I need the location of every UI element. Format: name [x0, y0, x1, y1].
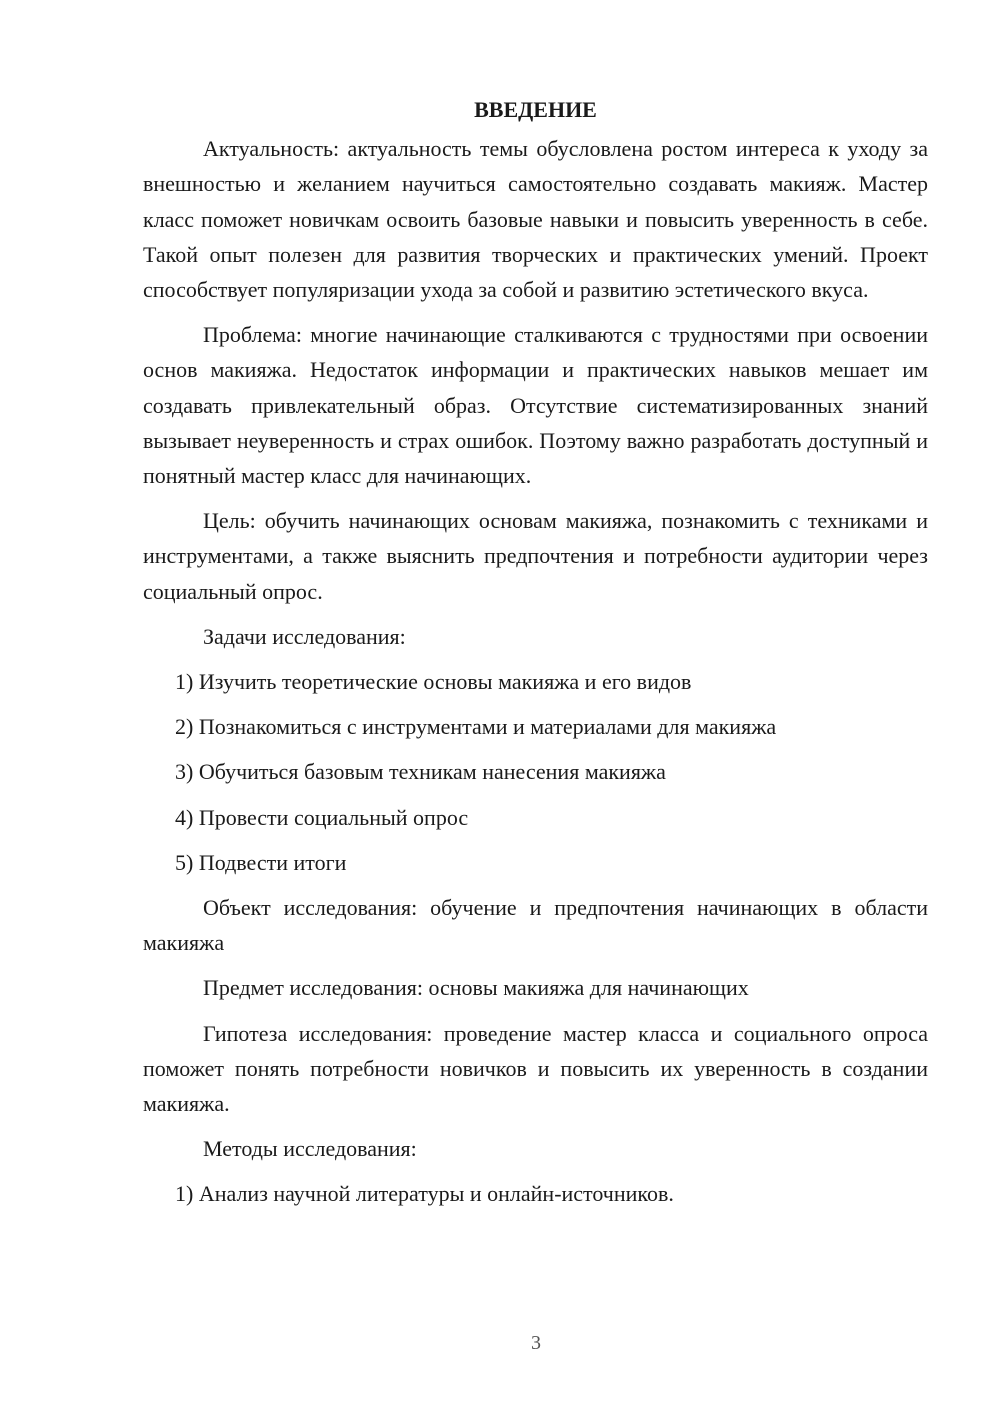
list-item: 3) Обучиться базовым техникам нанесения макияжа	[175, 759, 666, 785]
goal-paragraph: Цель: обучить начинающих основам макияжа, познакомить с техниками и инструментами, а также выяснить предпочтения и потребности аудитории через социальный опрос.	[143, 508, 928, 604]
tasks-list	[143, 664, 928, 880]
methods-list	[143, 1176, 928, 1211]
list-item: 1) Изучить теоретические основы макияжа и его видов	[175, 669, 692, 695]
object-paragraph: Объект исследования: обучение и предпочтения начинающих в области макияжа	[143, 895, 928, 956]
document-page	[143, 92, 928, 1222]
relevance-paragraph: Актуальность: актуальность темы обусловлена ростом интереса к уходу за внешностью и желанием научиться самостоятельно создавать макияж. Мастер класс поможет новичкам освоить базовые навыки и повысить уверенность в себе. Такой опыт полезен для развития творческих и практических умений. Проект способствует популяризации ухода за собой и развитию эстетического вкуса.	[143, 136, 928, 303]
methods-heading: Методы исследования:	[203, 1136, 417, 1162]
list-item: 4) Провести социальный опрос	[175, 804, 469, 830]
hypothesis-paragraph: Гипотеза исследования: проведение мастер класса и социального опроса поможет понять потребности новичков и повысить их уверенность в создании макияжа.	[143, 1020, 928, 1117]
problem-paragraph: Проблема: многие начинающие сталкиваются с трудностями при освоении основ макияжа. Недостаток информации и практических навыков мешает им создавать привлекательный образ. Отсутствие систематизированных знаний вызывает неуверенность и страх ошибок. Поэтому важно разработать доступный и понятный мастер класс для начинающих.	[143, 322, 928, 489]
tasks-heading: Задачи исследования:	[203, 623, 406, 649]
section-title: ВВЕДЕНИЕ	[474, 97, 597, 122]
list-item: 1) Анализ научной литературы и онлайн-источников.	[175, 1181, 674, 1207]
list-item: 2) Познакомиться с инструментами и материалами для макияжа	[175, 714, 777, 740]
subject-paragraph: Предмет исследования: основы макияжа для начинающих	[203, 975, 749, 1001]
list-item: 5) Подвести итоги	[175, 849, 347, 875]
page-number: 3	[531, 1332, 541, 1354]
